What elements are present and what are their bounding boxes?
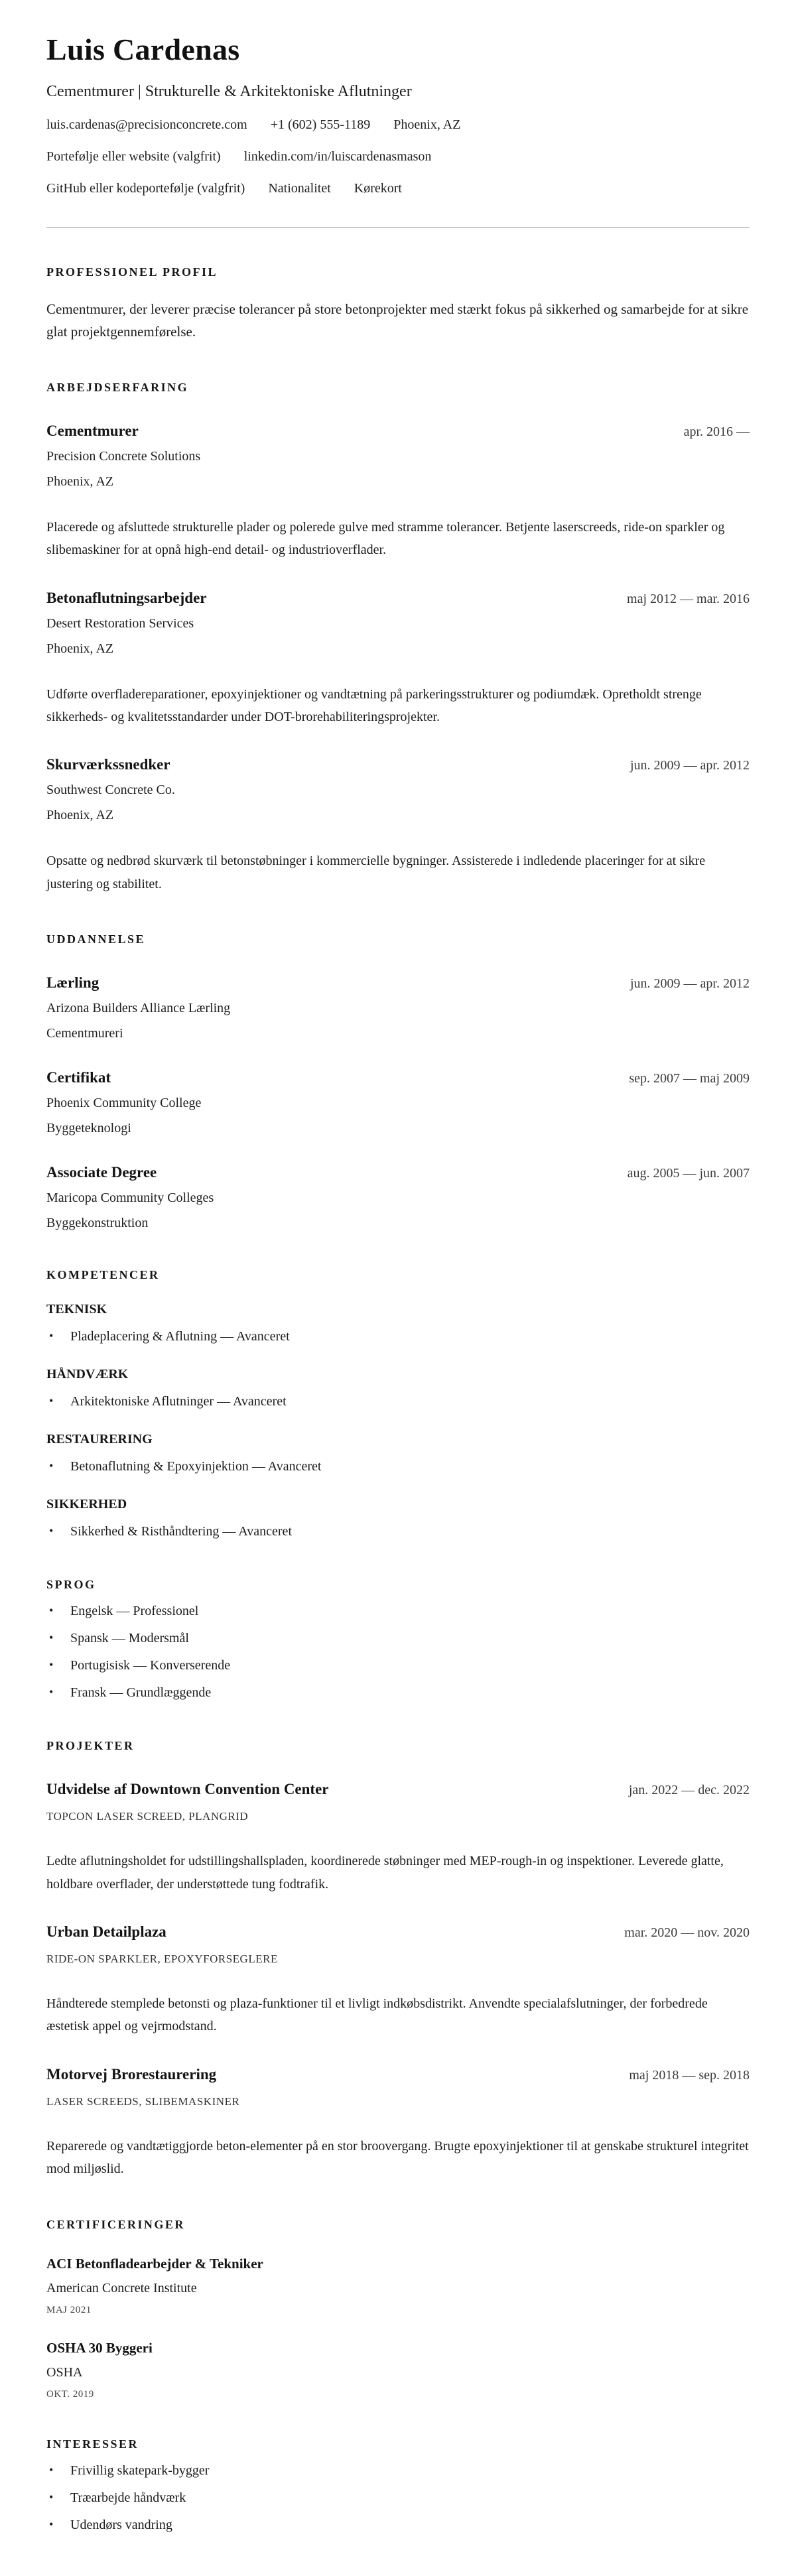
section-heading-languages: SPROG — [46, 1578, 96, 1592]
contact-location: Phoenix, AZ — [393, 117, 461, 132]
skill-group-title: TEKNISK — [46, 1302, 107, 1317]
certification-issuer: OSHA — [46, 2364, 83, 2380]
section-interests — [46, 2437, 750, 2534]
certification-date: OKT. 2019 — [46, 2388, 94, 2400]
job-description: Placerede og afsluttede strukturelle plader og polerede gulve med stramme tolerancer. Betjente laserscreeds, ride-on sparkler og slibemaskiner for at opnå high-end detail- og industrioverflader. — [46, 519, 725, 558]
resume-header — [46, 33, 750, 228]
skill-list — [46, 1458, 750, 1476]
language-list — [46, 1602, 750, 1702]
education-dates: aug. 2005 — jun. 2007 — [627, 1166, 750, 1181]
skill-group-title: SIKKERHED — [46, 1497, 127, 1512]
contact-portfolio: Portefølje eller website (valgfrit) — [46, 149, 221, 164]
field-of-study: Byggekonstruktion — [46, 1216, 149, 1231]
interest-item: • Udendørs vandring — [46, 2516, 750, 2534]
language-item: • Engelsk — Professionel — [46, 1602, 750, 1620]
certification-date: MAJ 2021 — [46, 2304, 92, 2315]
project-entry-head — [46, 1781, 750, 1798]
job-location: Phoenix, AZ — [46, 641, 114, 656]
job-description: Udførte overfladereparationer, epoxyinjektioner og vandtætning på parkeringsstrukturer og podiumdæk. Opretholdt strenge sikkerheds- og kvalitetsstandarder under DOT-brorehabiliteringsprojekter. — [46, 686, 702, 725]
degree-title: Lærling — [46, 974, 100, 992]
contact-email: luis.cardenas@precisionconcrete.com — [46, 117, 247, 132]
interest-item: • Frivillig skatepark-bygger — [46, 2462, 750, 2480]
job-entry — [46, 422, 750, 562]
school-name: Maricopa Community Colleges — [46, 1191, 214, 1206]
project-tools: RIDE-ON SPARKLER, EPOXYFORSEGLERE — [46, 1953, 278, 1965]
section-skills — [46, 1268, 750, 1541]
field-of-study: Byggeteknologi — [46, 1121, 131, 1136]
skill-group-title: RESTAURERING — [46, 1432, 153, 1447]
skill-item: • Arkitektoniske Aflutninger — Avanceret — [46, 1393, 750, 1411]
certification-title: OSHA 30 Byggeri — [46, 2339, 153, 2356]
candidate-title: Cementmurer | Strukturelle & Arkitektoniske Aflutninger — [46, 82, 412, 100]
project-tools: TOPCON LASER SCREED, PLANGRID — [46, 1810, 249, 1823]
project-tools: LASER SCREEDS, SLIBEMASKINER — [46, 2094, 240, 2108]
education-entry-head — [46, 974, 750, 992]
contact-drivers-license: Kørekort — [354, 180, 402, 196]
section-work-experience — [46, 381, 750, 895]
project-entry — [46, 1923, 750, 2038]
project-entry — [46, 1781, 750, 1896]
certification-issuer: American Concrete Institute — [46, 2280, 197, 2295]
skill-group — [46, 1367, 750, 1411]
job-title: Skurværkssnedker — [46, 756, 170, 773]
project-dates: jan. 2022 — dec. 2022 — [628, 1783, 750, 1798]
education-entry — [46, 1164, 750, 1231]
education-entry — [46, 974, 750, 1041]
contact-github: GitHub eller kodeportefølje (valgfrit) — [46, 180, 245, 196]
section-heading-interests: INTERESSER — [46, 2437, 139, 2451]
section-languages — [46, 1578, 750, 1702]
contact-row-1 — [46, 117, 750, 133]
job-location: Phoenix, AZ — [46, 474, 114, 489]
education-dates: jun. 2009 — apr. 2012 — [630, 976, 750, 992]
language-item: • Portugisisk — Konverserende — [46, 1657, 750, 1675]
project-entry-head — [46, 2066, 750, 2083]
school-name: Arizona Builders Alliance Lærling — [46, 1001, 231, 1016]
job-entry-head — [46, 756, 750, 773]
language-item: • Spansk — Modersmål — [46, 1630, 750, 1647]
education-dates: sep. 2007 — maj 2009 — [629, 1071, 750, 1086]
section-heading-work: ARBEJDSERFARING — [46, 380, 189, 394]
education-entry-head — [46, 1069, 750, 1086]
contact-linkedin: linkedin.com/in/luiscardenasmason — [243, 149, 432, 164]
project-description: Reparerede og vandtætiggjorde beton-elementer på en stor broovergang. Brugte epoxyinjektioner til at genskabe strukturel integritet mod miljøslid. — [46, 2138, 749, 2177]
section-heading-profile: PROFESSIONEL PROFIL — [46, 265, 218, 279]
certification-entry — [46, 2340, 750, 2400]
job-company: Precision Concrete Solutions — [46, 448, 201, 464]
job-dates: jun. 2009 — apr. 2012 — [630, 758, 750, 773]
job-company: Desert Restoration Services — [46, 615, 194, 631]
language-item: • Fransk — Grundlæggende — [46, 1684, 750, 1702]
contact-nationality: Nationalitet — [268, 180, 331, 196]
project-title: Urban Detailplaza — [46, 1923, 166, 1940]
project-title: Motorvej Brorestaurering — [46, 2065, 217, 2083]
header-divider — [46, 227, 750, 228]
section-education — [46, 933, 750, 1231]
job-dates: maj 2012 — mar. 2016 — [627, 591, 750, 606]
degree-title: Certifikat — [46, 1069, 111, 1086]
skill-group — [46, 1432, 750, 1476]
job-location: Phoenix, AZ — [46, 808, 114, 823]
candidate-name: Luis Cardenas — [46, 32, 240, 66]
skill-item: • Sikkerhed & Risthåndtering — Avanceret — [46, 1523, 750, 1541]
skill-item: • Pladeplacering & Aflutning — Avanceret — [46, 1328, 750, 1346]
contact-row-3 — [46, 181, 750, 196]
section-heading-certifications: CERTIFICERINGER — [46, 2217, 185, 2231]
project-dates: maj 2018 — sep. 2018 — [629, 2067, 750, 2083]
job-title: Cementmurer — [46, 422, 139, 439]
job-entry-head — [46, 422, 750, 440]
project-entry — [46, 2066, 750, 2181]
skill-group — [46, 1497, 750, 1541]
section-heading-projects: PROJEKTER — [46, 1739, 135, 1753]
job-title: Betonaflutningsarbejder — [46, 589, 207, 606]
skill-group-title: HÅNDVÆRK — [46, 1367, 129, 1382]
skill-list — [46, 1523, 750, 1541]
field-of-study: Cementmureri — [46, 1026, 123, 1041]
skill-list — [46, 1393, 750, 1411]
job-dates: apr. 2016 — — [683, 424, 750, 439]
degree-title: Associate Degree — [46, 1164, 157, 1181]
contact-row-2 — [46, 149, 750, 164]
education-entry — [46, 1069, 750, 1136]
section-projects — [46, 1739, 750, 2180]
section-certifications — [46, 2218, 750, 2400]
job-entry — [46, 590, 750, 729]
profile-summary: Cementmurer, der leverer præcise tolerancer på store betonprojekter med stærkt fokus på sikkerhed og samarbejde for at sikre glat projektgennemførelse. — [46, 300, 749, 340]
skill-group — [46, 1302, 750, 1346]
section-heading-education: UDDANNELSE — [46, 933, 146, 946]
job-entry-head — [46, 590, 750, 607]
section-profile — [46, 265, 750, 344]
job-description: Opsatte og nedbrød skurværk til betonstøbninger i kommercielle bygninger. Assisterede i indledende placeringer for at sikre justering og stabilitet. — [46, 854, 706, 891]
interest-list — [46, 2462, 750, 2534]
resume-page — [46, 33, 750, 2534]
job-entry — [46, 756, 750, 895]
project-dates: mar. 2020 — nov. 2020 — [624, 1925, 750, 1940]
certification-title: ACI Betonfladearbejder & Tekniker — [46, 2255, 263, 2272]
job-company: Southwest Concrete Co. — [46, 783, 175, 798]
project-title: Udvidelse af Downtown Convention Center — [46, 1781, 329, 1798]
project-description: Håndterede stemplede betonsti og plaza-funktioner til et livligt indkøbsdistrikt. Anvendte specialafslutninger, der forbedrede æstetisk appel og vejrmodstand. — [46, 1996, 708, 2034]
project-entry-head — [46, 1923, 750, 1941]
project-description: Ledte aflutningsholdet for udstillingshallspladen, koordinerede støbninger med MEP-rough-in og inspektioner. Leverede glatte, holdbare overflader, der understøttede tung fodtrafik. — [46, 1854, 724, 1892]
contact-phone: +1 (602) 555-1189 — [270, 117, 371, 132]
certification-entry — [46, 2256, 750, 2316]
school-name: Phoenix Community College — [46, 1096, 202, 1111]
section-heading-skills: KOMPETENCER — [46, 1268, 160, 1282]
skill-list — [46, 1328, 750, 1346]
education-entry-head — [46, 1164, 750, 1181]
skill-item: • Betonaflutning & Epoxyinjektion — Avanceret — [46, 1458, 750, 1476]
interest-item: • Træarbejde håndværk — [46, 2489, 750, 2507]
